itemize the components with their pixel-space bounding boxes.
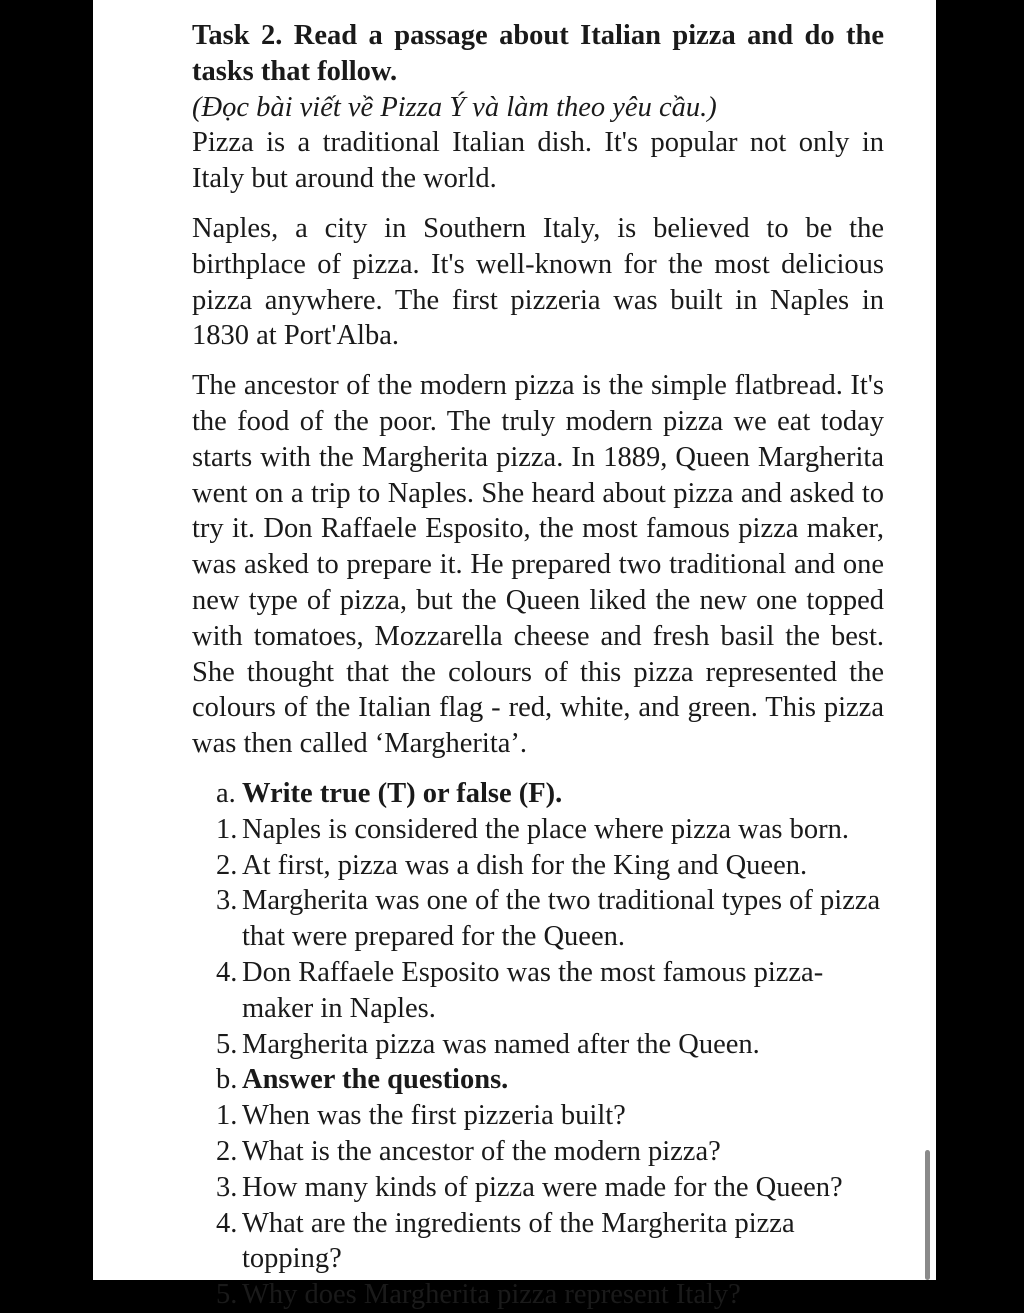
passage-paragraph-3: The ancestor of the modern pizza is the simple flatbread. It's the food of the poor. The truly modern pizza we eat today starts with the Margherita pizza. In 1889, Queen Margherita went on a trip to Naples. She heard about pizza and asked to try it. Don Raffaele Esposito, the most famous pizza maker, was asked to prepare it. He prepared two traditional and one new type of pizza, but the Queen liked the new one topped with tomatoes, Mozzarella cheese and fresh basil the best. She thought that the colours of this pizza represented the colours of the Italian flag - red, white, and green. This pizza was then called ‘Margherita’.	[192, 370, 884, 760]
document-content	[192, 18, 884, 1313]
item-text: What is the ancestor of the modern pizza?	[242, 1135, 721, 1167]
part-a-heading	[216, 776, 884, 812]
item-text: Margherita pizza was named after the Queen.	[242, 1028, 760, 1060]
list-item	[216, 1027, 884, 1063]
list-item	[216, 955, 884, 1027]
item-number: 1.	[216, 813, 238, 845]
list-item	[216, 1134, 884, 1170]
item-number: 2.	[216, 849, 238, 881]
part-b-letter: b.	[216, 1064, 238, 1096]
list-item	[216, 1206, 884, 1278]
item-text: How many kinds of pizza were made for the Queen?	[242, 1171, 843, 1203]
list-item	[216, 1277, 884, 1313]
exercise-part-a	[216, 776, 884, 1062]
item-number: 4.	[216, 956, 238, 988]
task-subtitle: (Đọc bài viết về Pizza Ý và làm theo yêu cầu.)	[192, 91, 717, 123]
item-number: 2.	[216, 1135, 238, 1167]
task-title: Task 2. Read a passage about Italian pizza and do the tasks that follow.	[192, 20, 884, 87]
item-number: 5.	[216, 1279, 238, 1311]
item-text: Margherita was one of the two traditional types of pizza that were prepared for the Queen.	[242, 885, 881, 953]
exercise-part-b	[216, 1062, 884, 1313]
part-a-letter: a.	[216, 777, 236, 809]
item-text: Don Raffaele Esposito was the most famous pizza-maker in Naples.	[242, 956, 824, 1024]
list-item	[216, 848, 884, 884]
item-number: 3.	[216, 1171, 238, 1203]
scrollbar[interactable]	[925, 1150, 930, 1280]
item-number: 3.	[216, 885, 238, 917]
list-item	[216, 883, 884, 955]
passage-paragraph-1: Pizza is a traditional Italian dish. It's popular not only in Italy but around the world.	[192, 127, 884, 195]
item-text: Why does Margherita pizza represent Italy?	[242, 1279, 741, 1311]
part-a-heading-text: Write true (T) or false (F).	[242, 777, 563, 809]
passage-paragraph-2: Naples, a city in Southern Italy, is believed to be the birthplace of pizza. It's well-known for the most delicious pizza anywhere. The first pizzeria was built in Naples in 1830 at Port'Alba.	[192, 212, 884, 352]
document-page	[93, 0, 936, 1311]
part-b-heading-text: Answer the questions.	[242, 1064, 509, 1096]
item-text: What are the ingredients of the Margherita pizza topping?	[242, 1207, 795, 1275]
list-item	[216, 1098, 884, 1134]
item-text: Naples is considered the place where pizza was born.	[242, 813, 849, 845]
item-number: 4.	[216, 1207, 238, 1239]
item-number: 5.	[216, 1028, 238, 1060]
part-b-heading	[216, 1062, 884, 1098]
item-number: 1.	[216, 1100, 238, 1132]
item-text: When was the first pizzeria built?	[242, 1100, 626, 1132]
list-item	[216, 1170, 884, 1206]
item-text: At first, pizza was a dish for the King and Queen.	[242, 849, 808, 881]
list-item	[216, 812, 884, 848]
